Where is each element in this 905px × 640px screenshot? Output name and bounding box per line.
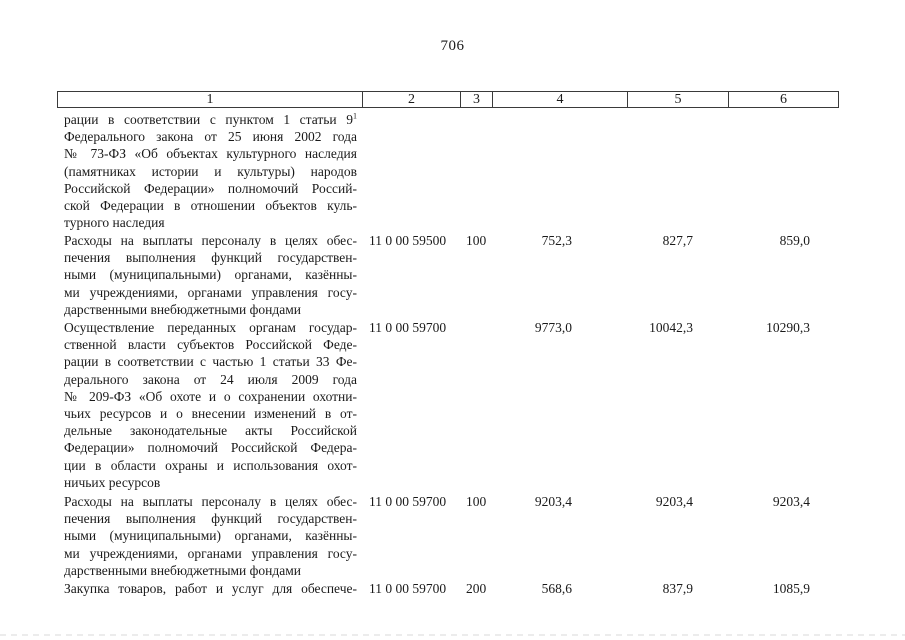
scan-edge-noise xyxy=(0,634,905,636)
row-description xyxy=(64,580,357,597)
page-number: 706 xyxy=(440,38,465,54)
row-description-line: печения выполнения функций государствен- xyxy=(64,250,357,266)
row-description-line: ции в области охраны и использования охот- xyxy=(64,457,357,473)
row-description-line: № 209-ФЗ «Об охоте и о сохранении охотни- xyxy=(64,388,357,404)
row-expense-type: 100 xyxy=(466,494,487,509)
row-description-line: Осуществление переданных органам государ- xyxy=(64,320,357,335)
column-header-1: 1 xyxy=(58,92,363,107)
table-header-row xyxy=(57,91,839,108)
row-value-col4: 9203,4 xyxy=(534,494,572,509)
row-value-col6: 859,0 xyxy=(779,233,810,248)
row-description xyxy=(64,111,357,231)
row-description-line: Расходы на выплаты персоналу в целях обес- xyxy=(64,233,357,248)
row-expense-type: 200 xyxy=(466,581,487,596)
row-description-line: турного наследия xyxy=(64,215,165,231)
row-description-line: Закупка товаров, работ и услуг для обеспече- xyxy=(64,581,357,596)
row-budget-code: 11 0 00 59700 xyxy=(369,320,447,335)
row-value-col6: 10290,3 xyxy=(766,320,810,335)
row-description xyxy=(64,319,357,491)
row-value-col6: 9203,4 xyxy=(772,494,810,509)
row-description-line: ми учреждениями, органами управления госу- xyxy=(64,284,357,300)
footnote-marker: 1 xyxy=(353,111,357,121)
row-description-line: ской Федерации в отношении объектов куль- xyxy=(64,198,357,214)
row-value-col5: 827,7 xyxy=(662,233,693,248)
row-description-line: Расходы на выплаты персоналу в целях обес- xyxy=(64,494,357,509)
column-header-6: 6 xyxy=(780,92,787,107)
row-description-line: дарственными внебюджетными фондами xyxy=(64,562,302,578)
row-description-line: Российской Федерации» полномочий Россий- xyxy=(64,180,357,196)
row-description-line: ми учреждениями, органами управления госу- xyxy=(64,545,357,561)
row-value-col5: 9203,4 xyxy=(655,494,693,509)
row-description-line: Федерации» полномочий Российской Федера- xyxy=(64,440,357,456)
row-description-line: ственной власти субъектов Российской Феде- xyxy=(64,337,357,353)
column-header-2: 2 xyxy=(363,92,461,107)
row-description-line: печения выполнения функций государствен- xyxy=(64,511,357,527)
row-description-line: чьих ресурсов и о внесении изменений в от- xyxy=(64,406,357,422)
row-description-line: № 73-ФЗ «Об объектах культурного наследия xyxy=(64,146,357,162)
column-header-4: 4 xyxy=(493,92,628,107)
row-expense-type: 100 xyxy=(466,233,487,248)
row-description-line: Федерального закона от 25 июня 2002 года xyxy=(64,129,357,145)
row-value-col4: 9773,0 xyxy=(534,320,572,335)
column-header-3: 3 xyxy=(461,92,493,107)
row-description-line: дельные законодательные акты Российской xyxy=(64,423,357,439)
row-description-line: дарственными внебюджетными фондами xyxy=(64,301,302,317)
row-value-col5: 10042,3 xyxy=(649,320,693,335)
row-budget-code: 11 0 00 59700 xyxy=(369,494,447,509)
row-description-line: (памятниках истории и культуры) народов xyxy=(64,163,357,179)
row-description-line: рации в соответствии с частью 1 статьи 33 Фе- xyxy=(64,354,357,370)
row-description-line: дерального закона от 24 июля 2009 года xyxy=(64,371,357,387)
row-value-col4: 752,3 xyxy=(541,233,572,248)
row-description-line: ными (муниципальными) органами, казённы- xyxy=(64,528,357,544)
row-description xyxy=(64,232,357,318)
row-description-line: рации в соответствии с пунктом 1 статьи 9 xyxy=(64,112,353,127)
row-budget-code: 11 0 00 59700 xyxy=(369,581,447,596)
row-description-line: ничьих ресурсов xyxy=(64,474,161,490)
row-description-line: ными (муниципальными) органами, казённы- xyxy=(64,267,357,283)
row-value-col5: 837,9 xyxy=(662,581,693,596)
row-value-col6: 1085,9 xyxy=(772,581,810,596)
row-value-col4: 568,6 xyxy=(541,581,572,596)
row-budget-code: 11 0 00 59500 xyxy=(369,233,447,248)
column-header-5: 5 xyxy=(628,92,729,107)
row-description xyxy=(64,493,357,579)
